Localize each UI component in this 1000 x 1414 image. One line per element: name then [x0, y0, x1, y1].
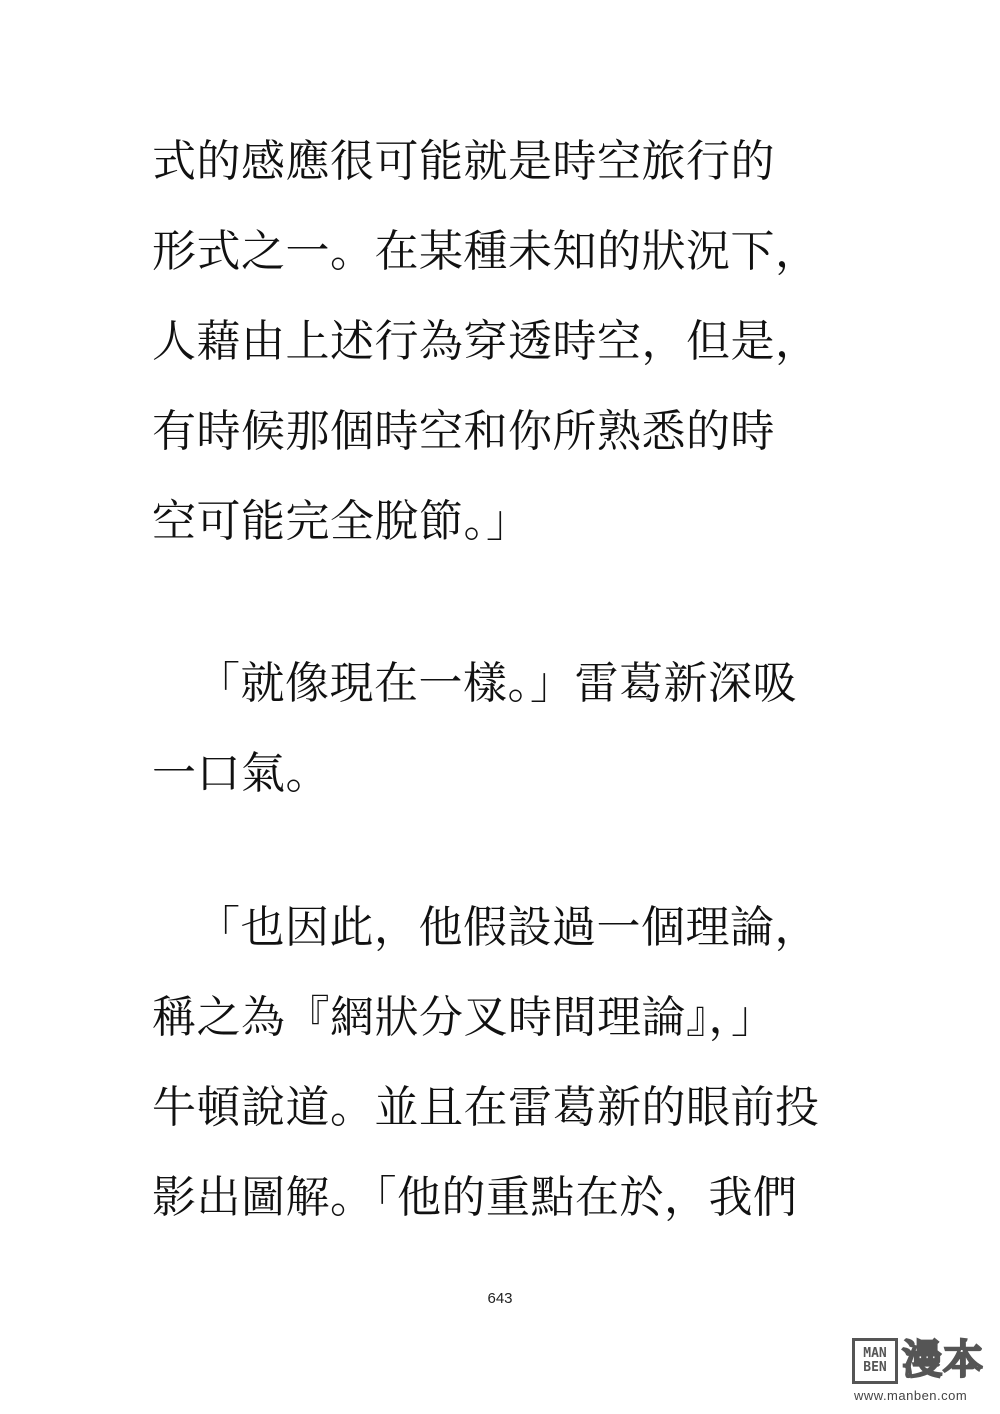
text-line: 稱之為『網狀分叉時間理論』，」: [152, 992, 776, 1043]
text-line: 牛頓說道。並且在雷葛新的眼前投: [152, 1082, 820, 1133]
page-number: 643: [487, 1290, 513, 1307]
watermark-logo: [852, 1338, 992, 1406]
watermark-brand: 漫本: [902, 1337, 984, 1383]
watermark-logo-top: MAN: [863, 1346, 887, 1361]
text-line: 人藉由上述行為穿透時空，但是，: [152, 316, 820, 367]
text-line: 一口氣。: [152, 748, 330, 799]
text-line: 影出圖解。「他的重點在於，我們: [152, 1172, 798, 1223]
watermark-logo-bottom: BEN: [863, 1360, 887, 1375]
text-line: 「就像現在一樣。」雷葛新深吸: [196, 658, 797, 709]
watermark-logo-icon: [852, 1338, 898, 1384]
watermark-url: www.manben.com: [854, 1388, 968, 1403]
text-line: 式的感應很可能就是時空旅行的: [152, 136, 775, 187]
text-line: 「也因此，他假設過一個理論，: [196, 902, 819, 953]
text-line: 有時候那個時空和你所熟悉的時: [152, 406, 775, 457]
text-line: 形式之一。在某種未知的狀況下，: [152, 226, 820, 277]
text-line: 空可能完全脫節。」: [152, 496, 531, 547]
